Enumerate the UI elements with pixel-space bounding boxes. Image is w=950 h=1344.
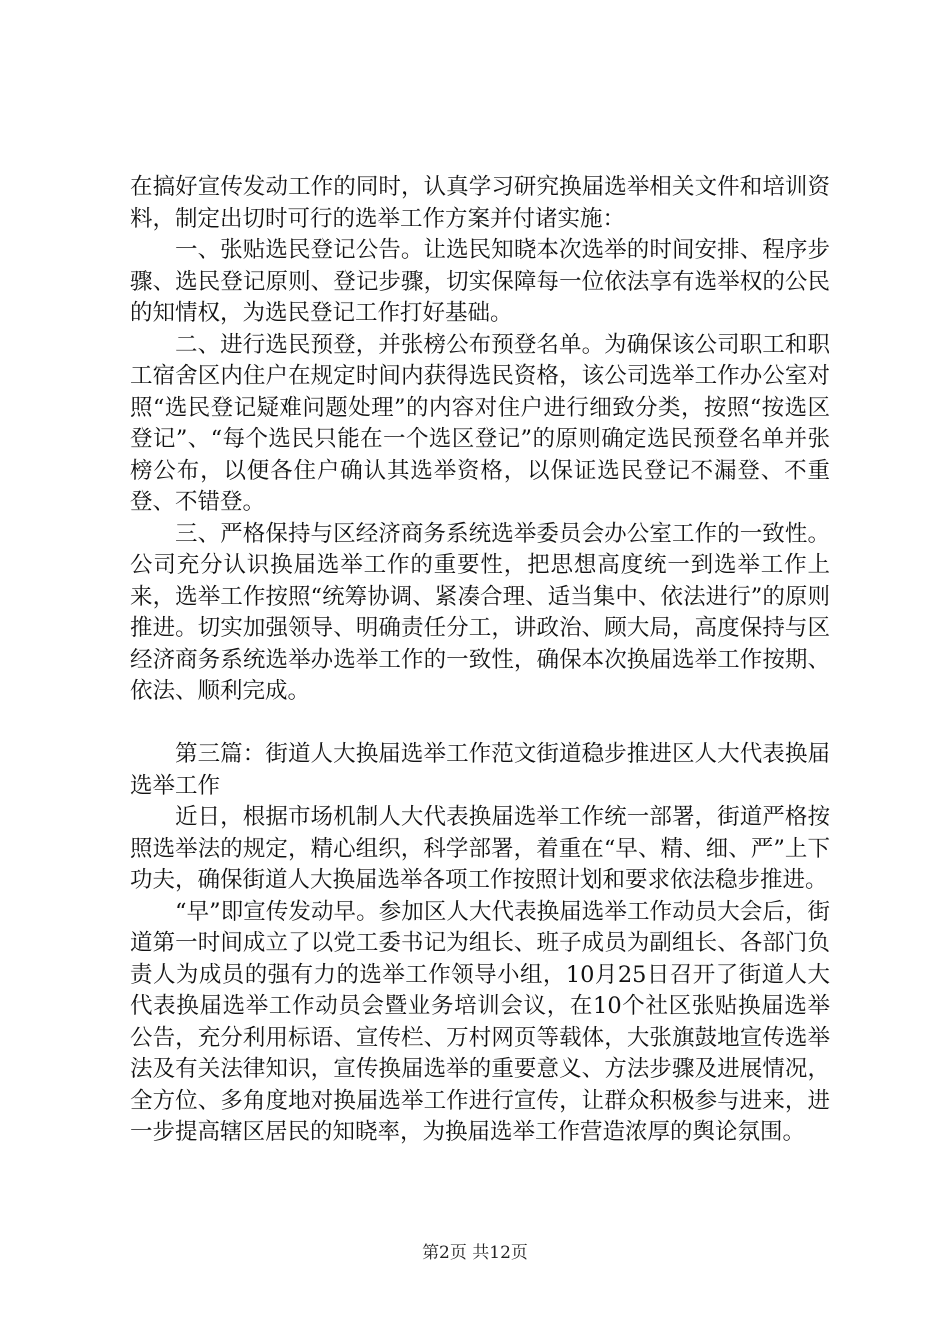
paragraph-early: “早”即宣传发动早。参加区人大代表换届选举工作动员大会后，街道第一时间成立了以党工委书记为组长、班子成员为副组长、各部门负责人为成员的强有力的选举工作领导小组，10月25日召开了街道人大代表换届选举工作动员会暨业务培训会议，在10个社区张贴换届选举公告，充分利用标语、宣传栏、万村网页等载体，大张旗鼓地宣传选举法及有关法律知识，宣传换届选举的重要意义、方法步骤及进展情况，全方位、多角度地对换届选举工作进行宣传，让群众积极参与进来，进一步提高辖区居民的知晓率，为换届选举工作营造浓厚的舆论氛围。 (130, 898, 830, 1145)
paragraph-continuation: 在搞好宣传发动工作的同时，认真学习研究换届选举相关文件和培训资料，制定出切时可行的选举工作方案并付诸实施： (130, 174, 830, 232)
paragraph-item-2: 二、进行选民预登，并张榜公布预登名单。为确保该公司职工和职工宿舍区内住户在规定时间内获得选民资格，该公司选举工作办公室对照“选民登记疑难问题处理”的内容对住户进行细致分类，按照“按选区登记”、“每个选民只能在一个选区登记”的原则确定选民预登名单并张榜公布，以便各住户确认其选举资格，以保证选民登记不漏登、不重登、不错登。 (130, 331, 830, 515)
page-number-footer: 第2页 共12页 (422, 1243, 528, 1263)
section-heading: 第三篇：街道人大换届选举工作范文街道稳步推进区人大代表换届选举工作 (130, 741, 830, 799)
paragraph-spacer (130, 708, 830, 740)
document-body (130, 172, 830, 1149)
paragraph-intro: 近日，根据市场机制人大代表换届选举工作统一部署，街道严格按照选举法的规定，精心组织，科学部署，着重在“早、精、细、严”上下功夫，确保街道人大换届选举各项工作按照计划和要求依法稳步推进。 (130, 804, 830, 893)
paragraph-item-1: 一、张贴选民登记公告。让选民知晓本次选举的时间安排、程序步骤、选民登记原则、登记步骤，切实保障每一位依法享有选举权的公民的知情权，为选民登记工作打好基础。 (130, 237, 830, 326)
paragraph-item-3: 三、严格保持与区经济商务系统选举委员会办公室工作的一致性。公司充分认识换届选举工作的重要性，把思想高度统一到选举工作上来，选举工作按照“统筹协调、紧凑合理、适当集中、依法进行”的原则推进。切实加强领导、明确责任分工，讲政治、顾大局，高度保持与区经济商务系统选举办选举工作的一致性，确保本次换届选举工作按期、依法、顺利完成。 (130, 520, 830, 704)
